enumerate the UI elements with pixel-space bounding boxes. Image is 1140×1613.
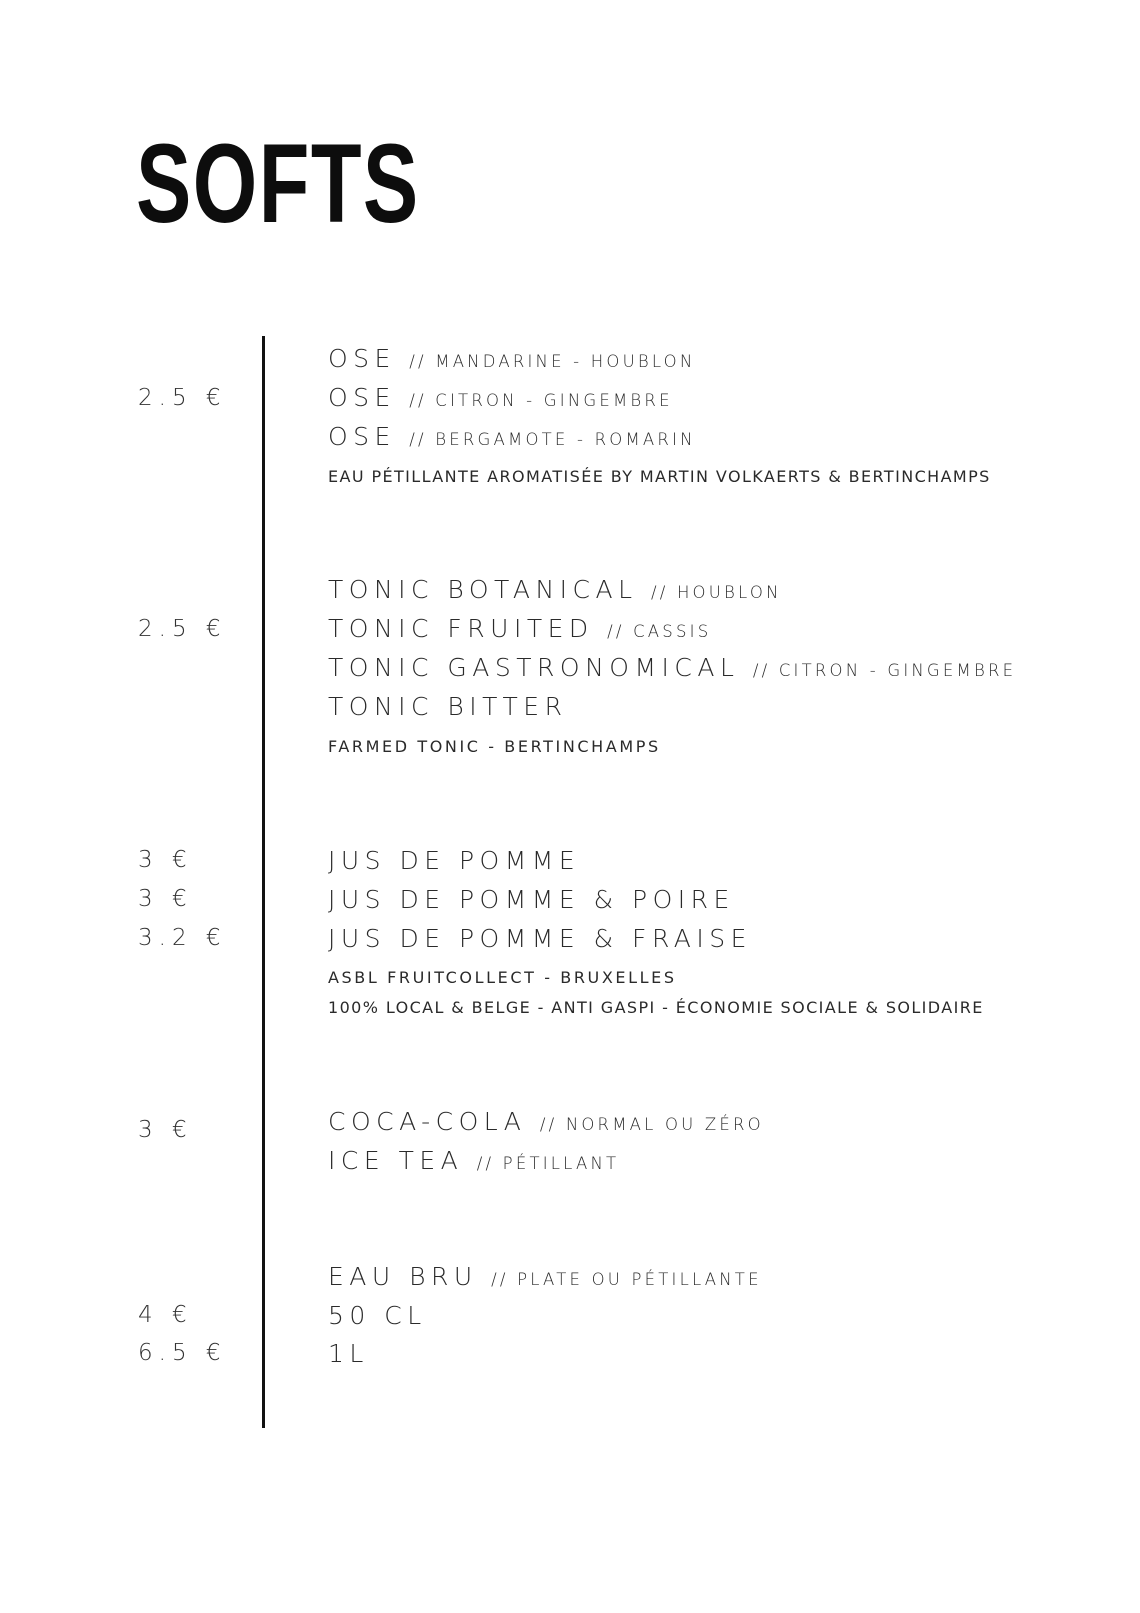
item-name: TONIC FRUITED <box>328 614 594 643</box>
item-flavor: // NORMAL OU ZÉRO <box>539 1115 764 1134</box>
menu-item <box>328 924 752 954</box>
price-jus-pomme: 3 € <box>138 847 193 873</box>
menu-item <box>328 383 673 416</box>
item-flavor: // MANDARINE - HOUBLON <box>409 352 696 371</box>
item-flavor: // CASSIS <box>607 622 712 641</box>
item-flavor: // BERGAMOTE - ROMARIN <box>409 430 696 449</box>
item-name: OSE <box>328 383 396 412</box>
item-flavor: // CITRON - GINGEMBRE <box>752 661 1017 680</box>
section-note: EAU PÉTILLANTE AROMATISÉE BY MARTIN VOLKAERTS & BERTINCHAMPS <box>328 467 991 486</box>
item-name: OSE <box>328 344 396 373</box>
menu-item <box>328 653 1016 686</box>
vertical-divider <box>262 336 265 1428</box>
section-note: 100% LOCAL & BELGE - ANTI GASPI - ÉCONOMIE SOCIALE & SOLIDAIRE <box>328 998 984 1017</box>
price-jus-pomme-fraise: 3.2 € <box>138 925 227 951</box>
item-name: 1L <box>328 1339 369 1368</box>
section-note: ASBL FRUITCOLLECT - BRUXELLES <box>328 968 677 987</box>
item-name: TONIC BITTER <box>328 692 568 721</box>
item-name: JUS DE POMME & FRAISE <box>328 924 752 953</box>
menu-item <box>328 1262 762 1295</box>
price-soda: 3 € <box>138 1117 193 1143</box>
menu-item <box>328 614 711 647</box>
price-ose: 2.5 € <box>138 385 227 411</box>
menu-item <box>328 422 696 455</box>
item-name: JUS DE POMME & POIRE <box>328 885 735 914</box>
menu-item <box>328 1339 369 1369</box>
item-name: OSE <box>328 422 396 451</box>
menu-item <box>328 575 782 608</box>
menu-item <box>328 1301 427 1331</box>
menu-item <box>328 885 735 915</box>
item-flavor: // PLATE OU PÉTILLANTE <box>491 1270 762 1289</box>
item-name: EAU BRU <box>328 1262 478 1291</box>
menu-item <box>328 846 580 876</box>
menu-item <box>328 1146 619 1179</box>
item-name: ICE TEA <box>328 1146 464 1175</box>
item-name: TONIC GASTRONOMICAL <box>328 653 740 682</box>
menu-item <box>328 1107 764 1140</box>
page-title: SOFTS <box>136 121 420 246</box>
price-tonic: 2.5 € <box>138 616 227 642</box>
menu-item <box>328 692 567 722</box>
item-flavor: // PÉTILLANT <box>476 1154 620 1173</box>
item-name: 50 CL <box>328 1301 427 1330</box>
price-eau-50cl: 4 € <box>138 1302 193 1328</box>
item-flavor: // CITRON - GINGEMBRE <box>409 391 673 410</box>
price-eau-1l: 6.5 € <box>138 1340 227 1366</box>
item-name: JUS DE POMME <box>328 846 581 875</box>
section-note: FARMED TONIC - BERTINCHAMPS <box>328 737 661 756</box>
item-name: COCA-COLA <box>328 1107 527 1136</box>
item-name: TONIC BOTANICAL <box>328 575 638 604</box>
price-jus-pomme-poire: 3 € <box>138 886 193 912</box>
item-flavor: // HOUBLON <box>650 583 782 602</box>
menu-item <box>328 344 695 377</box>
